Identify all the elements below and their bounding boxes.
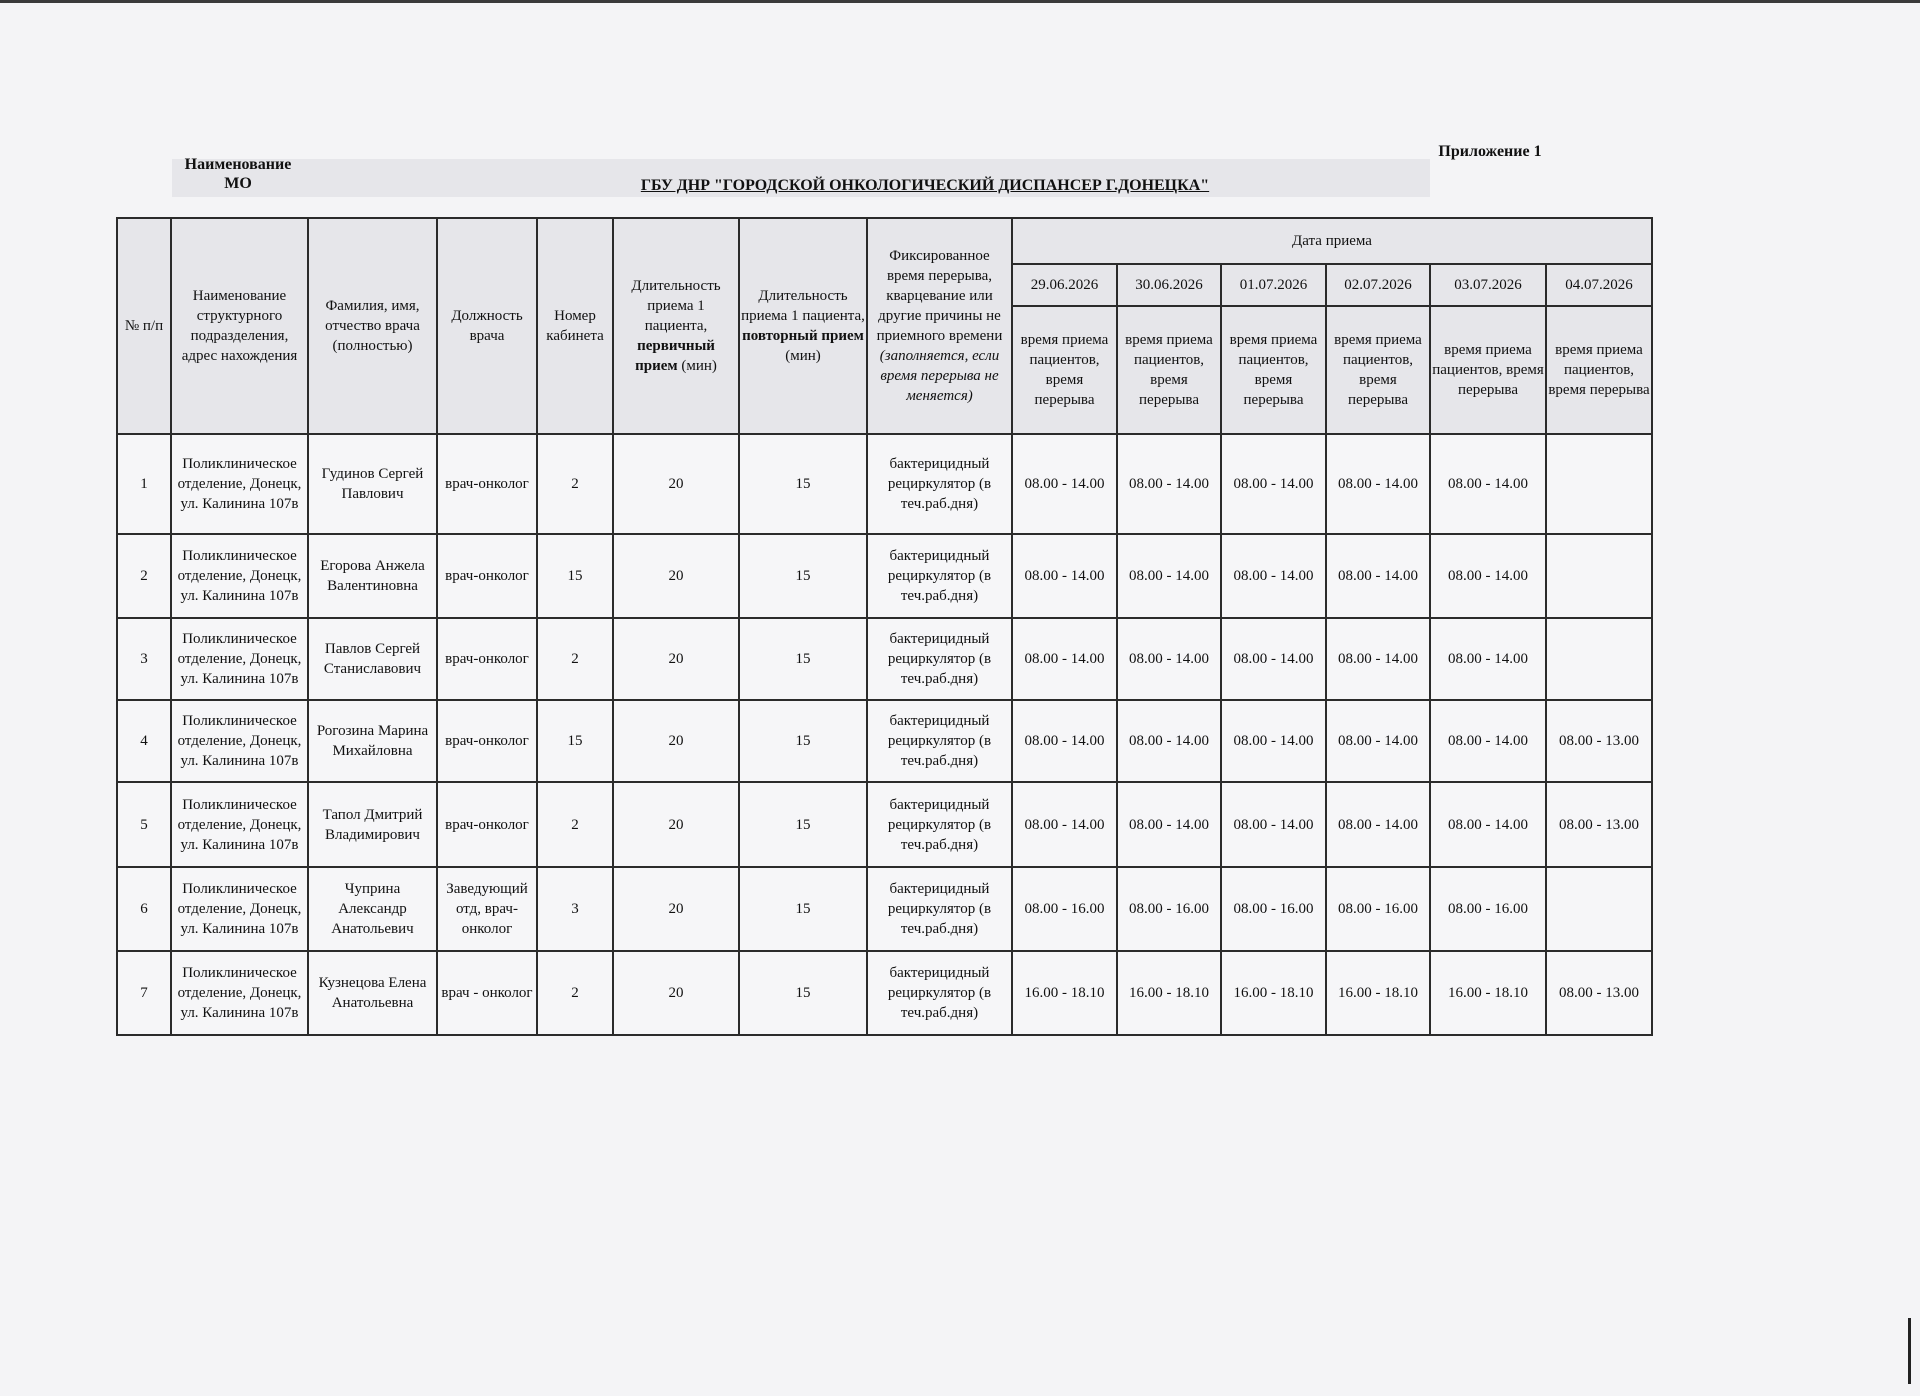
row-time-cell: 08.00 - 16.00 xyxy=(1326,867,1430,951)
header-fio: Фамилия, имя, отчество врача (полностью) xyxy=(308,218,437,434)
scan-edge-mark xyxy=(1908,1318,1911,1384)
row-fio-cell: Чуприна Александр Анатольевич xyxy=(308,867,437,951)
table-row xyxy=(117,618,1652,700)
row-time-cell: 08.00 - 13.00 xyxy=(1546,951,1652,1035)
row-fio-cell: Кузнецова Елена Анатольевна xyxy=(308,951,437,1035)
row-break-cell: бактерицидный рециркулятор (в теч.раб.дня) xyxy=(867,434,1012,534)
row-time-cell: 08.00 - 14.00 xyxy=(1117,618,1221,700)
row-position-cell: врач-онколог xyxy=(437,700,537,782)
row-time-cell: 08.00 - 14.00 xyxy=(1221,782,1326,867)
row-unit-cell: Поликлиническое отделение, Донецк, ул. Калинина 107в xyxy=(171,700,308,782)
row-repeat-cell: 15 xyxy=(739,700,867,782)
row-time-cell: 08.00 - 14.00 xyxy=(1430,782,1546,867)
row-time-cell: 16.00 - 18.10 xyxy=(1117,951,1221,1035)
row-primary-cell: 20 xyxy=(613,618,739,700)
row-unit-cell: Поликлиническое отделение, Донецк, ул. Калинина 107в xyxy=(171,867,308,951)
row-repeat-cell: 15 xyxy=(739,867,867,951)
header-repeat-pre: Длительность приема 1 пациента, xyxy=(741,288,865,324)
schedule-table xyxy=(116,217,1653,1036)
row-position-cell: врач-онколог xyxy=(437,534,537,618)
mo-label-line1: Наименование xyxy=(184,156,292,173)
header-break xyxy=(867,218,1012,434)
header-cabinet: Номер кабинета xyxy=(537,218,613,434)
header-date: 03.07.2026 xyxy=(1430,264,1546,306)
header-time-sub: время приема пациентов, время перерыва xyxy=(1221,306,1326,434)
row-unit-cell: Поликлиническое отделение, Донецк, ул. Калинина 107в xyxy=(171,434,308,534)
row-num-cell: 5 xyxy=(117,782,171,867)
row-time-cell: 08.00 - 14.00 xyxy=(1430,534,1546,618)
row-time-cell xyxy=(1546,434,1652,534)
row-cabinet-cell: 2 xyxy=(537,782,613,867)
row-time-cell: 08.00 - 14.00 xyxy=(1430,434,1546,534)
row-position-cell: врач - онколог xyxy=(437,951,537,1035)
row-time-cell: 08.00 - 16.00 xyxy=(1117,867,1221,951)
table-row xyxy=(117,534,1652,618)
header-repeat-duration xyxy=(739,218,867,434)
row-time-cell: 08.00 - 14.00 xyxy=(1430,618,1546,700)
row-num-cell: 2 xyxy=(117,534,171,618)
row-unit-cell: Поликлиническое отделение, Донецк, ул. Калинина 107в xyxy=(171,782,308,867)
header-date: 04.07.2026 xyxy=(1546,264,1652,306)
row-position-cell: Заведующий отд, врач-онколог xyxy=(437,867,537,951)
header-break-main: Фиксированное время перерыва, кварцевание или другие причины не приемного времени xyxy=(876,248,1003,344)
row-cabinet-cell: 2 xyxy=(537,951,613,1035)
row-primary-cell: 20 xyxy=(613,434,739,534)
row-cabinet-cell: 15 xyxy=(537,534,613,618)
table-row xyxy=(117,782,1652,867)
row-time-cell: 08.00 - 14.00 xyxy=(1117,782,1221,867)
header-primary-post: (мин) xyxy=(681,358,717,374)
row-position-cell: врач-онколог xyxy=(437,782,537,867)
mo-label-line2: МО xyxy=(224,175,252,192)
row-time-cell xyxy=(1546,867,1652,951)
row-primary-cell: 20 xyxy=(613,534,739,618)
row-cabinet-cell: 2 xyxy=(537,618,613,700)
row-time-cell: 16.00 - 18.10 xyxy=(1012,951,1117,1035)
row-repeat-cell: 15 xyxy=(739,534,867,618)
table-row xyxy=(117,434,1652,534)
row-break-cell: бактерицидный рециркулятор (в теч.раб.дня) xyxy=(867,618,1012,700)
row-time-cell: 08.00 - 16.00 xyxy=(1430,867,1546,951)
header-num: № п/п xyxy=(117,218,171,434)
header-primary-duration xyxy=(613,218,739,434)
header-date: 29.06.2026 xyxy=(1012,264,1117,306)
mo-label xyxy=(172,155,304,193)
row-time-cell: 08.00 - 14.00 xyxy=(1117,700,1221,782)
row-time-cell xyxy=(1546,534,1652,618)
row-fio-cell: Рогозина Марина Михайловна xyxy=(308,700,437,782)
row-time-cell: 08.00 - 14.00 xyxy=(1221,618,1326,700)
row-primary-cell: 20 xyxy=(613,951,739,1035)
row-time-cell: 08.00 - 14.00 xyxy=(1012,618,1117,700)
row-time-cell: 08.00 - 14.00 xyxy=(1117,534,1221,618)
header-time-sub: время приема пациентов, время перерыва xyxy=(1430,306,1546,434)
row-unit-cell: Поликлиническое отделение, Донецк, ул. Калинина 107в xyxy=(171,951,308,1035)
header-time-sub: время приема пациентов, время перерыва xyxy=(1012,306,1117,434)
row-time-cell: 16.00 - 18.10 xyxy=(1430,951,1546,1035)
appendix-label: Приложение 1 xyxy=(1438,143,1542,160)
row-break-cell: бактерицидный рециркулятор (в теч.раб.дня) xyxy=(867,951,1012,1035)
row-num-cell: 7 xyxy=(117,951,171,1035)
row-repeat-cell: 15 xyxy=(739,434,867,534)
row-time-cell: 16.00 - 18.10 xyxy=(1221,951,1326,1035)
header-time-sub: время приема пациентов, время перерыва xyxy=(1326,306,1430,434)
header-break-note: (заполняется, если время перерыва не меняется) xyxy=(879,348,1000,404)
scan-top-edge xyxy=(0,0,1920,3)
row-time-cell: 08.00 - 14.00 xyxy=(1326,618,1430,700)
row-fio-cell: Егорова Анжела Валентиновна xyxy=(308,534,437,618)
row-position-cell: врач-онколог xyxy=(437,618,537,700)
row-time-cell: 08.00 - 14.00 xyxy=(1012,534,1117,618)
row-time-cell: 08.00 - 14.00 xyxy=(1012,700,1117,782)
header-date: 02.07.2026 xyxy=(1326,264,1430,306)
row-time-cell xyxy=(1546,618,1652,700)
table-row xyxy=(117,700,1652,782)
organization-name: ГБУ ДНР "ГОРОДСКОЙ ОНКОЛОГИЧЕСКИЙ ДИСПАНСЕР Г.ДОНЕЦКА" xyxy=(640,177,1210,194)
row-repeat-cell: 15 xyxy=(739,951,867,1035)
row-break-cell: бактерицидный рециркулятор (в теч.раб.дня) xyxy=(867,534,1012,618)
row-time-cell: 08.00 - 13.00 xyxy=(1546,782,1652,867)
row-time-cell: 08.00 - 14.00 xyxy=(1117,434,1221,534)
header-date: 30.06.2026 xyxy=(1117,264,1221,306)
row-primary-cell: 20 xyxy=(613,782,739,867)
row-fio-cell: Тапол Дмитрий Владимирович xyxy=(308,782,437,867)
row-num-cell: 4 xyxy=(117,700,171,782)
row-time-cell: 08.00 - 16.00 xyxy=(1221,867,1326,951)
row-time-cell: 08.00 - 14.00 xyxy=(1326,534,1430,618)
header-repeat-post: (мин) xyxy=(785,348,821,364)
row-time-cell: 08.00 - 14.00 xyxy=(1221,534,1326,618)
row-cabinet-cell: 3 xyxy=(537,867,613,951)
row-position-cell: врач-онколог xyxy=(437,434,537,534)
row-unit-cell: Поликлиническое отделение, Донецк, ул. Калинина 107в xyxy=(171,618,308,700)
row-time-cell: 08.00 - 14.00 xyxy=(1221,434,1326,534)
header-time-sub: время приема пациентов, время перерыва xyxy=(1546,306,1652,434)
row-repeat-cell: 15 xyxy=(739,618,867,700)
row-time-cell: 08.00 - 14.00 xyxy=(1012,782,1117,867)
row-break-cell: бактерицидный рециркулятор (в теч.раб.дня) xyxy=(867,782,1012,867)
row-time-cell: 08.00 - 14.00 xyxy=(1326,700,1430,782)
row-fio-cell: Гудинов Сергей Павлович xyxy=(308,434,437,534)
header-date: 01.07.2026 xyxy=(1221,264,1326,306)
header-primary-pre: Длительность приема 1 пациента, xyxy=(631,278,721,334)
header-primary-bold: первичный прием xyxy=(635,338,715,374)
row-fio-cell: Павлов Сергей Станиславович xyxy=(308,618,437,700)
row-primary-cell: 20 xyxy=(613,700,739,782)
row-time-cell: 08.00 - 16.00 xyxy=(1012,867,1117,951)
row-num-cell: 3 xyxy=(117,618,171,700)
row-time-cell: 08.00 - 14.00 xyxy=(1221,700,1326,782)
row-cabinet-cell: 2 xyxy=(537,434,613,534)
row-time-cell: 08.00 - 14.00 xyxy=(1326,782,1430,867)
row-time-cell: 08.00 - 14.00 xyxy=(1012,434,1117,534)
row-num-cell: 6 xyxy=(117,867,171,951)
row-unit-cell: Поликлиническое отделение, Донецк, ул. Калинина 107в xyxy=(171,534,308,618)
header-position: Должность врача xyxy=(437,218,537,434)
row-time-cell: 08.00 - 13.00 xyxy=(1546,700,1652,782)
schedule-rows xyxy=(117,434,1652,1035)
row-repeat-cell: 15 xyxy=(739,782,867,867)
header-date-group: Дата приема xyxy=(1012,218,1652,264)
row-time-cell: 08.00 - 14.00 xyxy=(1430,700,1546,782)
row-primary-cell: 20 xyxy=(613,867,739,951)
row-num-cell: 1 xyxy=(117,434,171,534)
row-time-cell: 08.00 - 14.00 xyxy=(1326,434,1430,534)
row-cabinet-cell: 15 xyxy=(537,700,613,782)
table-row xyxy=(117,867,1652,951)
header-time-sub: время приема пациентов, время перерыва xyxy=(1117,306,1221,434)
table-row xyxy=(117,951,1652,1035)
row-time-cell: 16.00 - 18.10 xyxy=(1326,951,1430,1035)
row-break-cell: бактерицидный рециркулятор (в теч.раб.дня) xyxy=(867,700,1012,782)
header-repeat-bold: повторный прием xyxy=(742,328,864,344)
row-break-cell: бактерицидный рециркулятор (в теч.раб.дня) xyxy=(867,867,1012,951)
header-unit: Наименование структурного подразделения, адрес нахождения xyxy=(171,218,308,434)
